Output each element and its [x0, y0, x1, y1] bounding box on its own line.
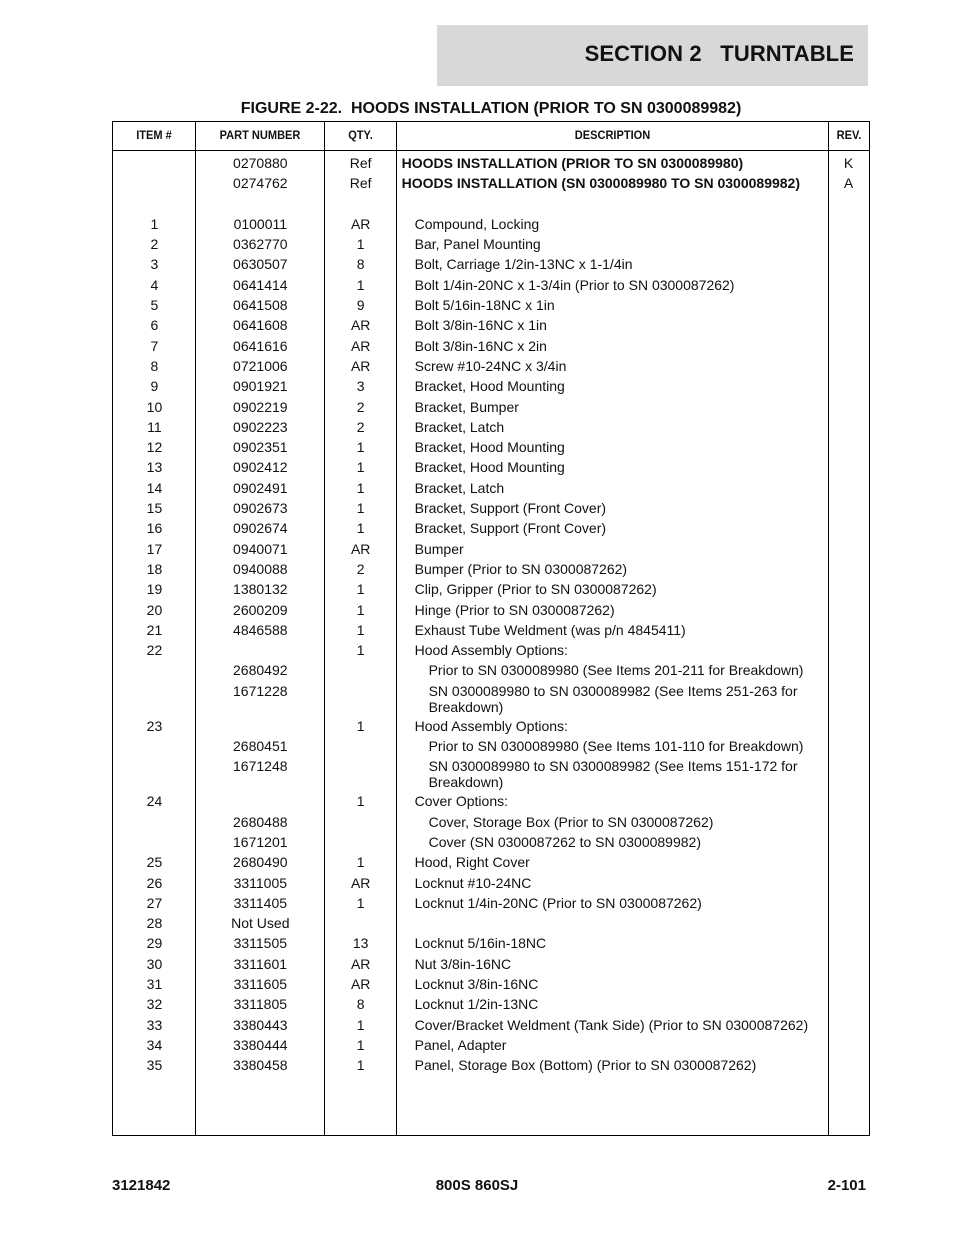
part-number-cell: 0902412 — [233, 459, 288, 476]
description-cell: HOODS INSTALLATION (SN 0300089980 TO SN 0300089982) — [401, 175, 801, 192]
quantity-cell: 1 — [356, 717, 365, 734]
part-number-cell — [196, 793, 325, 810]
quantity-cell: AR — [350, 357, 371, 374]
item-number-cell: 29 — [146, 935, 163, 952]
revision-cell — [828, 520, 869, 537]
description-cell: SN 0300089980 to SN 0300089982 (See Items 151-172 for Breakdown) — [428, 758, 798, 791]
revision-cell — [828, 561, 869, 578]
quantity-cell: Ref — [349, 155, 372, 171]
description-cell: Compound, Locking — [414, 215, 540, 232]
revision-cell — [828, 895, 869, 912]
column-header-description: DESCRIPTION — [574, 128, 651, 142]
quantity-cell: 2 — [356, 418, 365, 435]
table-body — [113, 152, 869, 1074]
part-number-cell: Not Used — [231, 915, 290, 932]
description-cell: Cover Options: — [414, 793, 508, 810]
header-divider — [113, 150, 869, 151]
part-number-cell: 2680488 — [233, 813, 288, 830]
item-number-cell: 22 — [146, 642, 163, 659]
table-row — [113, 578, 869, 598]
revision-cell — [828, 1037, 869, 1054]
item-number-cell: 32 — [146, 996, 163, 1013]
description-cell: SN 0300089980 to SN 0300089982 (See Items 251-263 for Breakdown) — [428, 682, 798, 715]
item-number-cell: 18 — [146, 560, 163, 577]
item-number-cell: 34 — [146, 1036, 163, 1053]
table-row — [113, 619, 869, 639]
revision-cell — [828, 622, 869, 639]
table-row — [113, 497, 869, 517]
item-number-cell: 19 — [146, 581, 163, 598]
part-number-cell: 0902674 — [233, 520, 288, 537]
item-number-cell — [113, 738, 196, 755]
item-number-cell: 25 — [146, 854, 163, 871]
description-cell: Bracket, Hood Mounting — [414, 459, 565, 476]
revision-cell — [828, 378, 869, 395]
part-number-cell — [196, 718, 325, 735]
quantity-cell: 1 — [356, 236, 365, 253]
item-number-cell: 23 — [146, 717, 163, 734]
revision-cell — [828, 683, 869, 715]
item-number-cell — [113, 662, 196, 679]
description-cell: Hood Assembly Options: — [414, 717, 568, 734]
table-row — [113, 233, 869, 253]
item-number-cell — [113, 683, 196, 715]
description-cell: Bumper (Prior to SN 0300087262) — [414, 560, 628, 577]
table-row — [113, 932, 869, 952]
item-number-cell — [113, 758, 196, 790]
description-cell — [397, 915, 828, 932]
part-number-cell: 1671228 — [233, 682, 288, 699]
table-row — [113, 973, 869, 993]
table-row — [113, 892, 869, 912]
item-number-cell: 30 — [146, 955, 163, 972]
description-cell: Cover (SN 0300087262 to SN 0300089982) — [428, 833, 701, 850]
revision-cell — [828, 602, 869, 619]
part-number-cell — [196, 642, 325, 659]
quantity-cell — [325, 758, 397, 790]
table-row — [113, 1034, 869, 1054]
column-header-item: ITEM # — [136, 128, 172, 142]
description-cell: Panel, Storage Box (Bottom) (Prior to SN 0300087262) — [414, 1057, 757, 1074]
quantity-cell: 1 — [356, 1016, 365, 1033]
revision-cell — [828, 297, 869, 314]
revision-cell: A — [843, 175, 854, 192]
table-row — [113, 599, 869, 619]
item-number-cell: 5 — [150, 297, 159, 314]
part-number-cell: 3311505 — [233, 935, 288, 952]
table-row — [113, 355, 869, 375]
part-number-cell: 0641508 — [233, 297, 288, 314]
revision-cell — [828, 459, 869, 476]
description-cell: Clip, Gripper (Prior to SN 0300087262) — [414, 581, 657, 598]
part-number-cell: 1380132 — [233, 581, 288, 598]
description-cell: Screw #10-24NC x 3/4in — [414, 357, 567, 374]
revision-cell — [828, 236, 869, 253]
table-row — [113, 253, 869, 273]
table-row — [113, 396, 869, 416]
table-row — [113, 477, 869, 497]
item-number-cell — [113, 155, 196, 172]
quantity-cell: 8 — [356, 996, 365, 1013]
description-cell: Bracket, Bumper — [414, 398, 519, 415]
section-header — [437, 25, 868, 86]
description-cell: Panel, Adapter — [414, 1036, 507, 1053]
table-row — [113, 715, 869, 735]
part-number-cell: 0362770 — [233, 236, 288, 253]
footer-model: 800S 860SJ — [435, 1177, 519, 1194]
revision-cell — [828, 814, 869, 831]
item-number-cell: 3 — [150, 256, 159, 273]
quantity-cell: 1 — [356, 793, 365, 810]
revision-cell — [828, 662, 869, 679]
item-number-cell: 21 — [146, 621, 163, 638]
table-row — [113, 152, 869, 172]
item-number-cell: 2 — [150, 236, 159, 253]
quantity-cell: 13 — [352, 935, 369, 952]
quantity-cell — [325, 738, 397, 755]
table-row — [113, 1054, 869, 1074]
item-number-cell: 13 — [146, 459, 163, 476]
item-number-cell: 1 — [150, 215, 159, 232]
revision-cell — [828, 439, 869, 456]
table-row — [113, 375, 869, 395]
quantity-cell: 1 — [356, 1036, 365, 1053]
table-row — [113, 831, 869, 851]
table-row — [113, 872, 869, 892]
description-cell: Bracket, Latch — [414, 479, 505, 496]
table-row — [113, 213, 869, 233]
quantity-cell: 1 — [356, 479, 365, 496]
item-number-cell — [113, 814, 196, 831]
part-number-cell: 1671201 — [233, 833, 288, 850]
item-number-cell: 4 — [150, 276, 159, 293]
item-number-cell: 26 — [146, 874, 163, 891]
table-row — [113, 294, 869, 314]
quantity-cell: 3 — [356, 378, 365, 395]
description-cell: Hood, Right Cover — [414, 854, 530, 871]
item-number-cell — [113, 175, 196, 192]
item-number-cell: 16 — [146, 520, 163, 537]
revision-cell — [828, 1057, 869, 1074]
table-row — [113, 335, 869, 355]
part-number-cell: 0641414 — [233, 276, 288, 293]
description-cell: Bracket, Hood Mounting — [414, 378, 565, 395]
revision-cell — [828, 277, 869, 294]
revision-cell — [828, 480, 869, 497]
part-number-cell: 0940088 — [233, 560, 288, 577]
quantity-cell: AR — [350, 317, 371, 334]
revision-cell — [828, 581, 869, 598]
revision-cell — [828, 834, 869, 851]
table-row — [113, 538, 869, 558]
item-number-cell: 6 — [150, 317, 159, 334]
table-row — [113, 639, 869, 659]
part-number-cell: 3311605 — [233, 975, 288, 992]
description-cell: Bar, Panel Mounting — [414, 236, 541, 253]
description-cell: Prior to SN 0300089980 (See Items 101-110 for Breakdown) — [428, 738, 804, 755]
quantity-cell: 8 — [356, 256, 365, 273]
table-row — [113, 735, 869, 755]
quantity-cell: 1 — [356, 459, 365, 476]
part-number-cell: 3311005 — [233, 874, 288, 891]
part-number-cell: 2680451 — [233, 738, 288, 755]
part-number-cell: 2680492 — [233, 662, 288, 679]
quantity-cell — [325, 662, 397, 679]
description-cell: Prior to SN 0300089980 (See Items 201-211 for Breakdown) — [428, 662, 804, 679]
table-row — [113, 274, 869, 294]
column-header-qty: QTY. — [348, 128, 373, 142]
table-row — [113, 517, 869, 537]
revision-cell — [828, 419, 869, 436]
revision-cell — [828, 875, 869, 892]
column-header-rev: REV. — [836, 128, 862, 142]
description-cell: Bracket, Support (Front Cover) — [414, 520, 607, 537]
part-number-cell: 0902491 — [233, 479, 288, 496]
table-row — [113, 993, 869, 1013]
revision-cell — [828, 956, 869, 973]
revision-cell — [828, 358, 869, 375]
item-number-cell: 20 — [146, 601, 163, 618]
table-row — [113, 172, 869, 192]
description-cell: Bolt 3/8in-16NC x 1in — [414, 317, 547, 334]
description-cell: Bolt 1/4in-20NC x 1-3/4in (Prior to SN 0300087262) — [414, 276, 735, 293]
part-number-cell: 0270880 — [233, 155, 288, 171]
item-number-cell: 7 — [150, 337, 159, 354]
quantity-cell: AR — [350, 874, 371, 891]
description-cell: HOODS INSTALLATION (PRIOR TO SN 0300089980) — [401, 155, 744, 171]
description-cell: Locknut 1/4in-20NC (Prior to SN 0300087262) — [414, 894, 702, 911]
description-cell: Bracket, Hood Mounting — [414, 439, 565, 456]
quantity-cell: 1 — [356, 520, 365, 537]
revision-cell — [828, 216, 869, 233]
revision-cell — [828, 338, 869, 355]
part-number-cell: 3380443 — [233, 1016, 288, 1033]
footer-doc-number: 3121842 — [112, 1177, 171, 1194]
quantity-cell: AR — [350, 975, 371, 992]
description-cell: Hinge (Prior to SN 0300087262) — [414, 601, 615, 618]
revision-cell — [828, 718, 869, 735]
quantity-cell: 9 — [356, 297, 365, 314]
table-row — [113, 659, 869, 679]
quantity-cell — [325, 834, 397, 851]
revision-cell — [828, 915, 869, 932]
quantity-cell: 1 — [356, 439, 365, 456]
item-number-cell: 35 — [146, 1057, 163, 1074]
description-cell: Locknut #10-24NC — [414, 874, 532, 891]
item-number-cell: 27 — [146, 894, 163, 911]
quantity-cell: 1 — [356, 854, 365, 871]
item-number-cell — [113, 834, 196, 851]
parts-table — [112, 121, 870, 1136]
table-row — [113, 456, 869, 476]
revision-cell — [828, 854, 869, 871]
item-number-cell: 17 — [146, 540, 163, 557]
revision-cell — [828, 642, 869, 659]
quantity-cell: 2 — [356, 560, 365, 577]
description-cell: Cover/Bracket Weldment (Tank Side) (Prior to SN 0300087262) — [414, 1016, 809, 1033]
description-cell: Exhaust Tube Weldment (was p/n 4845411) — [414, 621, 686, 638]
revision-cell — [828, 399, 869, 416]
part-number-cell: 0274762 — [233, 175, 288, 192]
part-number-cell: 0641616 — [233, 337, 288, 354]
item-number-cell: 12 — [146, 439, 163, 456]
table-row — [113, 314, 869, 334]
part-number-cell: 3380444 — [233, 1036, 288, 1053]
revision-cell — [828, 500, 869, 517]
revision-cell — [828, 996, 869, 1013]
description-cell: Hood Assembly Options: — [414, 642, 568, 659]
part-number-cell: 0630507 — [233, 256, 288, 273]
revision-cell — [828, 738, 869, 755]
item-number-cell: 11 — [147, 418, 162, 435]
quantity-cell — [325, 683, 397, 715]
part-number-cell: 3311405 — [233, 894, 288, 911]
item-number-cell: 9 — [150, 378, 159, 395]
description-cell: Locknut 5/16in-18NC — [414, 935, 547, 952]
part-number-cell: 4846588 — [233, 621, 288, 638]
quantity-cell: AR — [350, 540, 371, 557]
spacer-row — [113, 193, 869, 213]
table-row — [113, 790, 869, 810]
quantity-cell: 2 — [356, 398, 365, 415]
part-number-cell: 0902223 — [233, 418, 288, 435]
quantity-cell: 1 — [356, 642, 365, 659]
item-number-cell: 10 — [146, 398, 163, 415]
quantity-cell: Ref — [349, 175, 372, 192]
item-number-cell: 15 — [146, 500, 163, 517]
quantity-cell: 1 — [356, 276, 365, 293]
table-row — [113, 851, 869, 871]
table-row — [113, 416, 869, 436]
quantity-cell: 1 — [356, 1057, 365, 1074]
table-row — [113, 1014, 869, 1034]
description-cell: Bolt 3/8in-16NC x 2in — [414, 337, 547, 354]
description-cell: Cover, Storage Box (Prior to SN 0300087262) — [428, 813, 714, 830]
table-row — [113, 811, 869, 831]
section-title: SECTION 2 TURNTABLE — [584, 41, 854, 66]
part-number-cell: 0940071 — [233, 540, 288, 557]
footer-page-number: 2-101 — [827, 1177, 866, 1194]
table-row — [113, 680, 869, 715]
table-row — [113, 755, 869, 790]
part-number-cell: 1671248 — [233, 758, 288, 775]
revision-cell: K — [843, 155, 854, 171]
figure-title: FIGURE 2-22. HOODS INSTALLATION (PRIOR TO SN 0300089982) — [240, 100, 742, 117]
part-number-cell: 0721006 — [233, 357, 288, 374]
quantity-cell — [325, 814, 397, 831]
revision-cell — [828, 317, 869, 334]
part-number-cell: 0100011 — [233, 215, 288, 232]
item-number-cell: 31 — [146, 975, 163, 992]
description-cell: Bolt 5/16in-18NC x 1in — [414, 297, 555, 314]
item-number-cell: 14 — [146, 479, 163, 496]
revision-cell — [828, 256, 869, 273]
quantity-cell: AR — [350, 215, 371, 232]
revision-cell — [828, 758, 869, 790]
part-number-cell: 0902351 — [233, 439, 288, 456]
quantity-cell: 1 — [356, 581, 365, 598]
quantity-cell: 1 — [356, 601, 365, 618]
description-cell: Bracket, Latch — [414, 418, 505, 435]
quantity-cell: 1 — [356, 621, 365, 638]
description-cell: Nut 3/8in-16NC — [414, 955, 512, 972]
quantity-cell: 1 — [356, 500, 365, 517]
revision-cell — [828, 976, 869, 993]
revision-cell — [828, 793, 869, 810]
description-cell: Bolt, Carriage 1/2in-13NC x 1-1/4in — [414, 256, 633, 273]
table-row — [113, 953, 869, 973]
table-row — [113, 436, 869, 456]
description-cell: Locknut 3/8in-16NC — [414, 975, 539, 992]
item-number-cell: 28 — [146, 915, 163, 932]
quantity-cell: AR — [350, 337, 371, 354]
part-number-cell: 3380458 — [233, 1057, 288, 1074]
description-cell: Bracket, Support (Front Cover) — [414, 500, 607, 517]
revision-cell — [828, 1017, 869, 1034]
column-header-part-number: PART NUMBER — [219, 128, 301, 142]
quantity-cell: AR — [350, 955, 371, 972]
part-number-cell: 2600209 — [233, 601, 288, 618]
part-number-cell: 3311805 — [233, 996, 288, 1013]
revision-cell — [828, 935, 869, 952]
part-number-cell: 3311601 — [233, 955, 288, 972]
item-number-cell: 8 — [150, 357, 159, 374]
part-number-cell: 2680490 — [233, 854, 288, 871]
quantity-cell — [325, 915, 397, 932]
description-cell: Locknut 1/2in-13NC — [414, 996, 539, 1013]
description-cell: Bumper — [414, 540, 464, 557]
item-number-cell: 24 — [146, 793, 163, 810]
table-row — [113, 912, 869, 932]
table-row — [113, 558, 869, 578]
part-number-cell: 0901921 — [233, 378, 288, 395]
revision-cell — [828, 541, 869, 558]
part-number-cell: 0641608 — [233, 317, 288, 334]
part-number-cell: 0902673 — [233, 500, 288, 517]
item-number-cell: 33 — [146, 1016, 163, 1033]
part-number-cell: 0902219 — [233, 398, 288, 415]
quantity-cell: 1 — [356, 894, 365, 911]
